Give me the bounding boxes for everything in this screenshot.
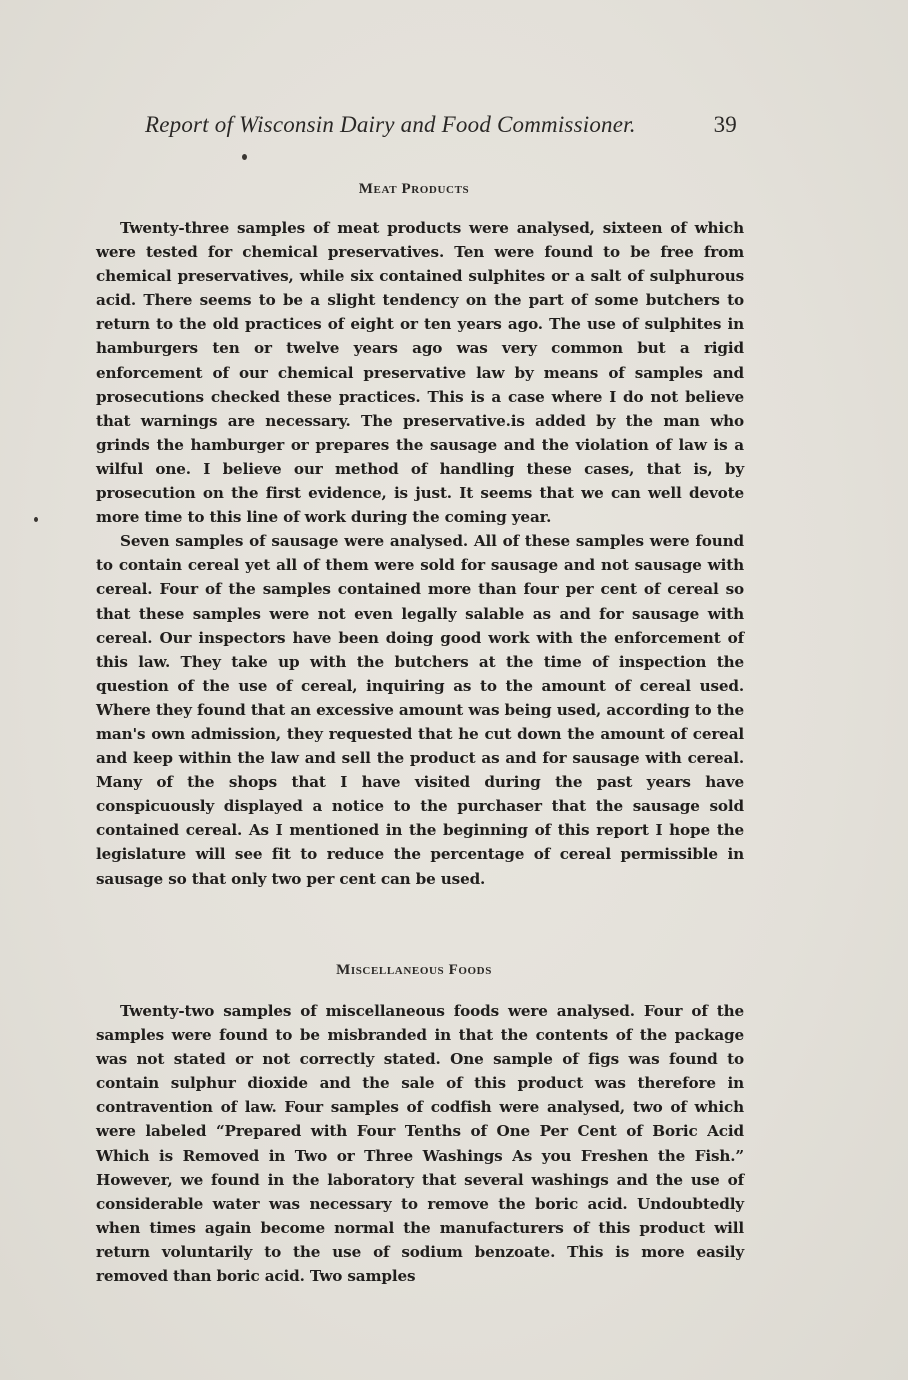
miscellaneous-foods-text	[96, 999, 744, 1288]
section-heading-meat-products: Meat Products	[358, 181, 470, 197]
running-head-title: Report of Wisconsin Dairy and Food Commissioner.	[145, 112, 636, 137]
print-speck	[242, 154, 247, 160]
section-heading-miscellaneous-foods: Miscellaneous Foods	[336, 962, 492, 978]
meat-products-text	[96, 216, 744, 891]
paragraph: Seven samples of sausage were analysed. All of these samples were found to contain cereal yet all of them were sold for sausage and not sausage with cereal. Four of the samples contained more than four per cent of cereal so that these samples were not even legally salable as and for sausage with cereal. Our inspectors have been doing good work with the enforcement of this law. They take up with the butchers at the time of inspection the question of the use of cereal, inquiring as to the amount of cereal used. Where they found that an excessive amount was being used, according to the man's own admission, they requested that he cut down the amount of cereal and keep within the law and sell the product as and for sausage with cereal. Many of the shops that I have visited during the past years have conspicuously displayed a notice to the purchaser that the sausage sold contained cereal. As I mentioned in the beginning of this report I hope the legislature will see fit to reduce the percentage of cereal permissible in sausage so that only two per cent can be used.	[96, 532, 744, 888]
paragraph: Twenty-two samples of miscellaneous foods were analysed. Four of the samples were found to be misbranded in that the contents of the package was not stated or not correctly stated. One sample of figs was found to contain sulphur dioxide and the sale of this product was therefore in contravention of law. Four samples of codfish were analysed, two of which were labeled “Prepared with Four Tenths of One Per Cent of Boric Acid Which is Removed in Two or Three Washings As you Freshen the Fish.” However, we found in the laboratory that several washings and the use of considerable water was necessary to remove the boric acid. Undoubtedly when times again become normal the manufacturers of this product will return voluntarily to the use of sodium benzoate. This is more easily removed than boric acid. Two samples	[96, 1002, 744, 1286]
print-speck	[34, 517, 38, 522]
paragraph: Twenty-three samples of meat products were analysed, sixteen of which were tested for chemical preservatives. Ten were found to be free from chemical preservatives, while six contained sulphites or a salt of sulphurous acid. There seems to be a slight tendency on the part of some butchers to return to the old practices of eight or ten years ago. The use of sulphites in hamburgers ten or twelve years ago was very common but a rigid enforcement of our chemical preservative law by means of samples and prosecutions checked these practices. This is a case where I do not believe that warnings are necessary. The preservative.is added by the man who grinds the hamburger or prepares the sausage and the violation of law is a wilful one. I believe our method of handling these cases, that is, by prosecution on the first evidence, is just. It seems that we can well devote more time to this line of work during the coming year.	[96, 219, 744, 527]
running-head	[145, 112, 737, 142]
page-number: 39	[713, 112, 737, 137]
